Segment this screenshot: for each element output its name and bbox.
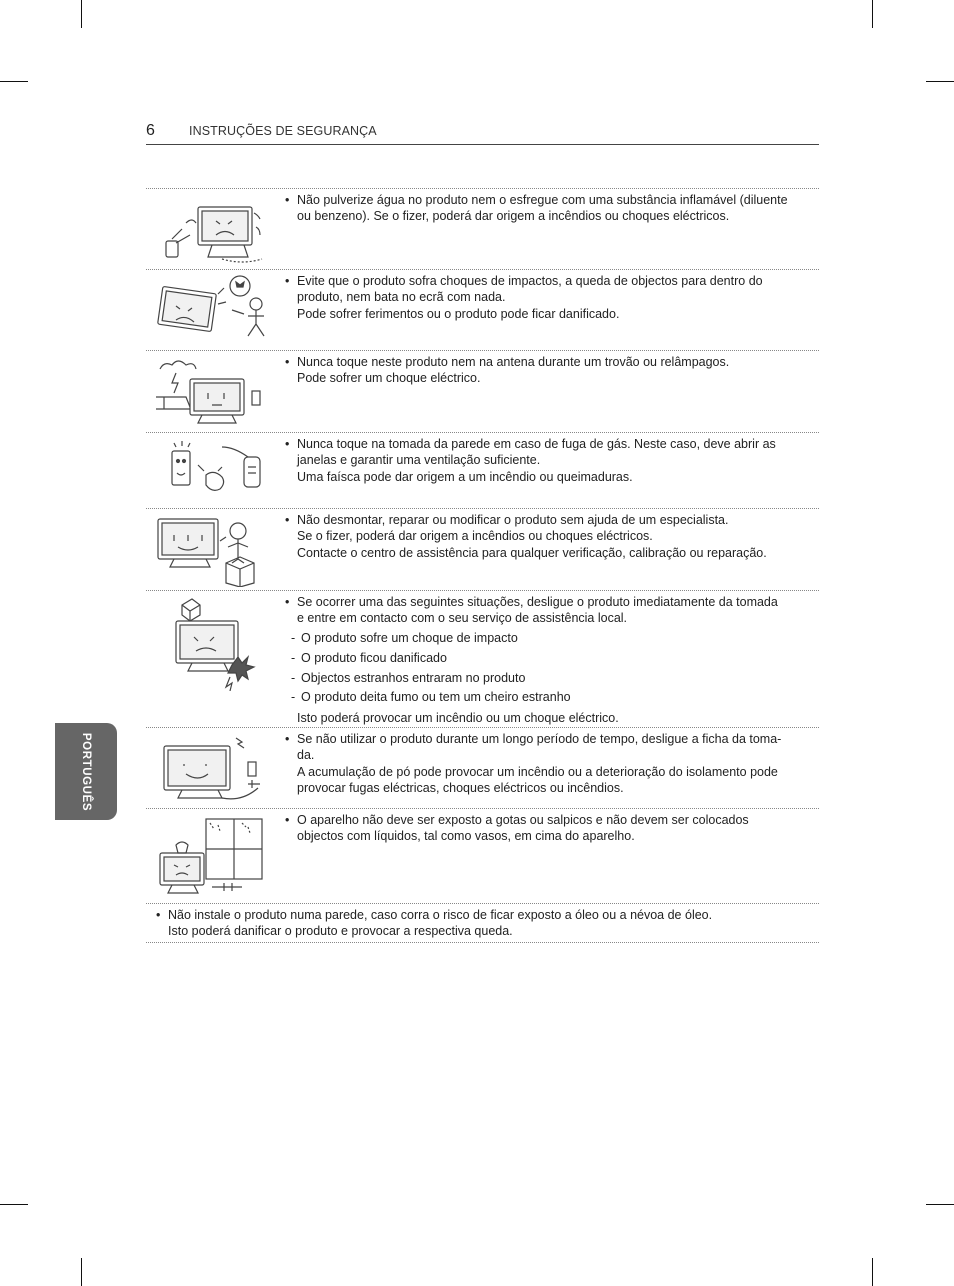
table-row [146,904,819,943]
tv-impact-icon [152,274,272,346]
gas-leak-outlet-icon [152,437,272,505]
table-row [146,270,819,351]
safety-text: • Nunca toque neste produto nem na antena durante um trovão ou relâmpagos. Pode sofrer um choque eléctrico. [285,354,811,387]
table-row [146,591,819,728]
crop-mark [926,81,954,82]
safety-text: • Não instale o produto numa parede, caso corra o risco de ficar exposto a óleo ou a névoa de óleo. Isto poderá danificar o produto e provocar a respectiva queda. [156,907,811,940]
crop-mark [81,0,82,28]
list-item: - Objectos estranhos entraram no produto [285,670,811,686]
tv-repair-icon [152,513,272,587]
safety-text: • Não desmontar, reparar ou modificar o produto sem ajuda de um especialista. Se o fizer, poderá dar origem a incêndios ou choques eléctricos. Contacte o centro de assistência para qualquer verificação, calibração ou reparação. [285,512,811,561]
list-item: - O produto sofre um choque de impacto [285,630,811,646]
tv-damage-icon [152,595,272,691]
table-row [146,433,819,509]
table-row [146,351,819,433]
safety-text: • Evite que o produto sofra choques de impactos, a queda de objectos para dentro do produto, nem bata no ecrã com nada. Pode sofrer ferimentos ou o produto pode ficar danificado. [285,273,811,322]
crop-mark [81,1258,82,1286]
crop-mark [926,1204,954,1205]
crop-mark [0,1204,28,1205]
tv-window-vase-icon [152,813,272,899]
section-title: INSTRUÇÕES DE SEGURANÇA [189,124,377,138]
table-row [146,728,819,809]
tv-thunder-icon [152,355,272,427]
page-number: 6 [146,122,155,139]
crop-mark [872,0,873,28]
safety-text: • Nunca toque na tomada da parede em caso de fuga de gás. Neste caso, deve abrir as janelas e garantir uma ventilação suficiente. Uma faísca pode dar origem a um incêndio ou queimaduras. [285,436,811,485]
table-row [146,189,819,270]
list-item: - O produto ficou danificado [285,650,811,666]
tv-spray-icon [152,193,272,265]
safety-text: • O aparelho não deve ser exposto a gotas ou salpicos e não devem ser colocados objectos com líquidos, tal como vasos, em cima do aparelho. [285,812,811,845]
safety-table [146,188,819,943]
page-header [146,120,819,145]
table-row [146,509,819,591]
tv-unplug-icon [152,732,272,804]
safety-text: • Se ocorrer uma das seguintes situações, desligue o produto imediatamente da tomada e entre em contacto com o seu serviço de assistência local. [285,594,811,627]
crop-mark [872,1258,873,1286]
table-row [146,809,819,904]
safety-text: • Não pulverize água no produto nem o esfregue com uma substância inflamável (diluente ou benzeno). Se o fizer, poderá dar origem a incêndios ou choques eléctricos. [285,192,811,225]
list-item: - O produto deita fumo ou tem um cheiro estranho [285,689,811,705]
safety-text: • Se não utilizar o produto durante um longo período de tempo, desligue a ficha da toma- da. A acumulação de pó pode provocar um incêndio ou a deterioração do isolamento pode provocar fugas eléctricas, choques eléctricos ou incêndios. [285,731,811,796]
language-tab-label: PORTUGUÊS [80,732,92,811]
language-tab [55,723,117,820]
crop-mark [0,81,28,82]
safety-note: Isto poderá provocar um incêndio ou um choque eléctrico. [297,710,619,725]
